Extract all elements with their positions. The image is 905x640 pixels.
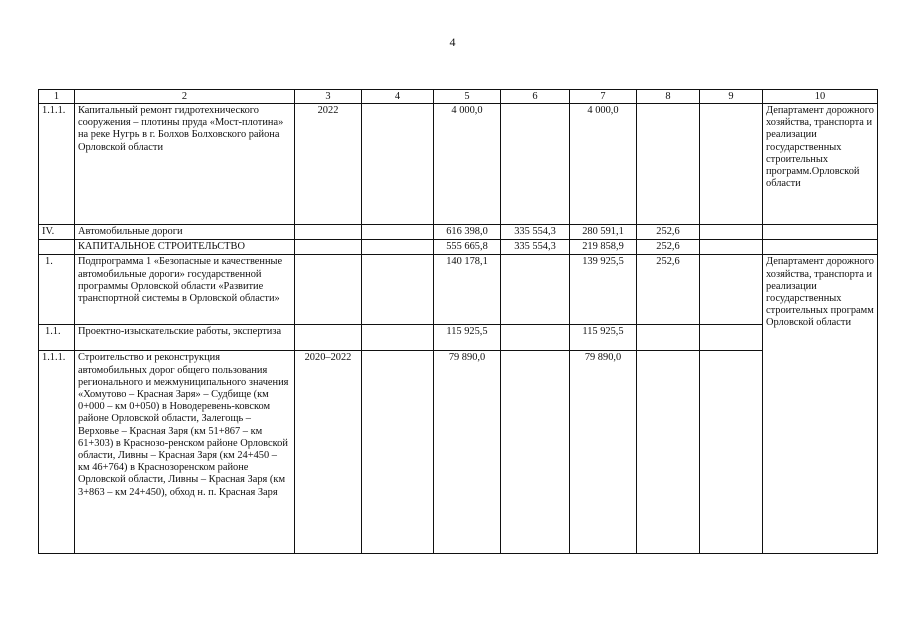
row-col4 (362, 240, 434, 255)
table-row (39, 255, 878, 325)
header-cell: 2 (75, 90, 295, 104)
row-col4 (362, 255, 434, 325)
row-col8: 252,6 (637, 255, 700, 325)
row-col5: 555 665,8 (434, 240, 501, 255)
row-responsible (763, 240, 878, 255)
row-col8 (637, 351, 700, 554)
header-cell: 6 (501, 90, 570, 104)
row-period (295, 325, 362, 351)
row-col9 (700, 351, 763, 554)
row-col5: 79 890,0 (434, 351, 501, 554)
row-responsible: Департамент дорожного хозяйства, транспорта и реализации государственных строительных программ Орловской области (763, 255, 878, 554)
row-number: 1.1.1. (39, 351, 75, 554)
row-title: КАПИТАЛЬНОЕ СТРОИТЕЛЬСТВО (75, 240, 295, 255)
row-period: 2020–2022 (295, 351, 362, 554)
table-row (39, 240, 878, 255)
header-cell: 4 (362, 90, 434, 104)
row-col7: 139 925,5 (570, 255, 637, 325)
row-number: 1.1.1. (39, 104, 75, 225)
row-col7: 115 925,5 (570, 325, 637, 351)
row-title: Строительство и реконструкция автомобильных дорог общего пользования регионального и межмуниципального значения «Хомутово – Красная Заря» – Судбище (км 0+000 – км 0+050) в Новодеревень-ковском районе Орловской области, Залегощь – Верховье – Красная Заря (км 51+867 – км 61+303) в Краснозо-ренском районе Орловской области, Ливны – Красная Заря (км 24+450 – км 46+764) в Краснозоренском районе Орловской области, Ливны – Красная Заря (км 3+863 – км 24+450), обход н. п. Красная Заря (75, 351, 295, 554)
row-col8 (637, 104, 700, 225)
row-period: 2022 (295, 104, 362, 225)
row-title: Автомобильные дороги (75, 225, 295, 240)
row-col4 (362, 225, 434, 240)
header-cell: 3 (295, 90, 362, 104)
row-col7: 280 591,1 (570, 225, 637, 240)
header-cell: 7 (570, 90, 637, 104)
row-col8 (637, 325, 700, 351)
row-col5: 140 178,1 (434, 255, 501, 325)
header-cell: 8 (637, 90, 700, 104)
row-col4 (362, 325, 434, 351)
header-cell: 10 (763, 90, 878, 104)
page-number: 4 (449, 35, 456, 49)
program-table (38, 89, 878, 554)
table-header-row (39, 90, 878, 104)
header-cell: 1 (39, 90, 75, 104)
row-responsible: Департамент дорожного хозяйства, транспорта и реализации государственных строительных программ.Орловской области (763, 104, 878, 225)
row-number (39, 240, 75, 255)
row-col9 (700, 255, 763, 325)
row-col6: 335 554,3 (501, 240, 570, 255)
row-responsible (763, 225, 878, 240)
row-col6: 335 554,3 (501, 225, 570, 240)
row-period (295, 240, 362, 255)
header-cell: 5 (434, 90, 501, 104)
row-col6 (501, 104, 570, 225)
row-col7: 4 000,0 (570, 104, 637, 225)
row-col5: 4 000,0 (434, 104, 501, 225)
row-col6 (501, 351, 570, 554)
header-cell: 9 (700, 90, 763, 104)
row-col9 (700, 104, 763, 225)
row-title: Капитальный ремонт гидротехнического сооружения – плотины пруда «Мост-плотина» на реке Нугрь в г. Болхов Болховского района Орловской области (75, 104, 295, 225)
row-title: Подпрограмма 1 «Безопасные и качественные автомобильные дороги» государственной программы Орловской области «Развитие транспортной системы в Орловской области» (75, 255, 295, 325)
row-col5: 616 398,0 (434, 225, 501, 240)
row-col4 (362, 351, 434, 554)
row-col9 (700, 240, 763, 255)
row-title: Проектно-изыскательские работы, экспертиза (75, 325, 295, 351)
row-col8: 252,6 (637, 240, 700, 255)
row-col7: 79 890,0 (570, 351, 637, 554)
table-row (39, 325, 878, 351)
row-col9 (700, 225, 763, 240)
row-col7: 219 858,9 (570, 240, 637, 255)
row-col6 (501, 325, 570, 351)
row-col5: 115 925,5 (434, 325, 501, 351)
table-row (39, 104, 878, 225)
row-col9 (700, 325, 763, 351)
row-period (295, 255, 362, 325)
table-row (39, 351, 878, 554)
row-col8: 252,6 (637, 225, 700, 240)
table-row (39, 225, 878, 240)
row-number: IV. (39, 225, 75, 240)
row-col4 (362, 104, 434, 225)
row-number: 1. (39, 255, 75, 325)
row-period (295, 225, 362, 240)
row-number: 1.1. (39, 325, 75, 351)
row-col6 (501, 255, 570, 325)
